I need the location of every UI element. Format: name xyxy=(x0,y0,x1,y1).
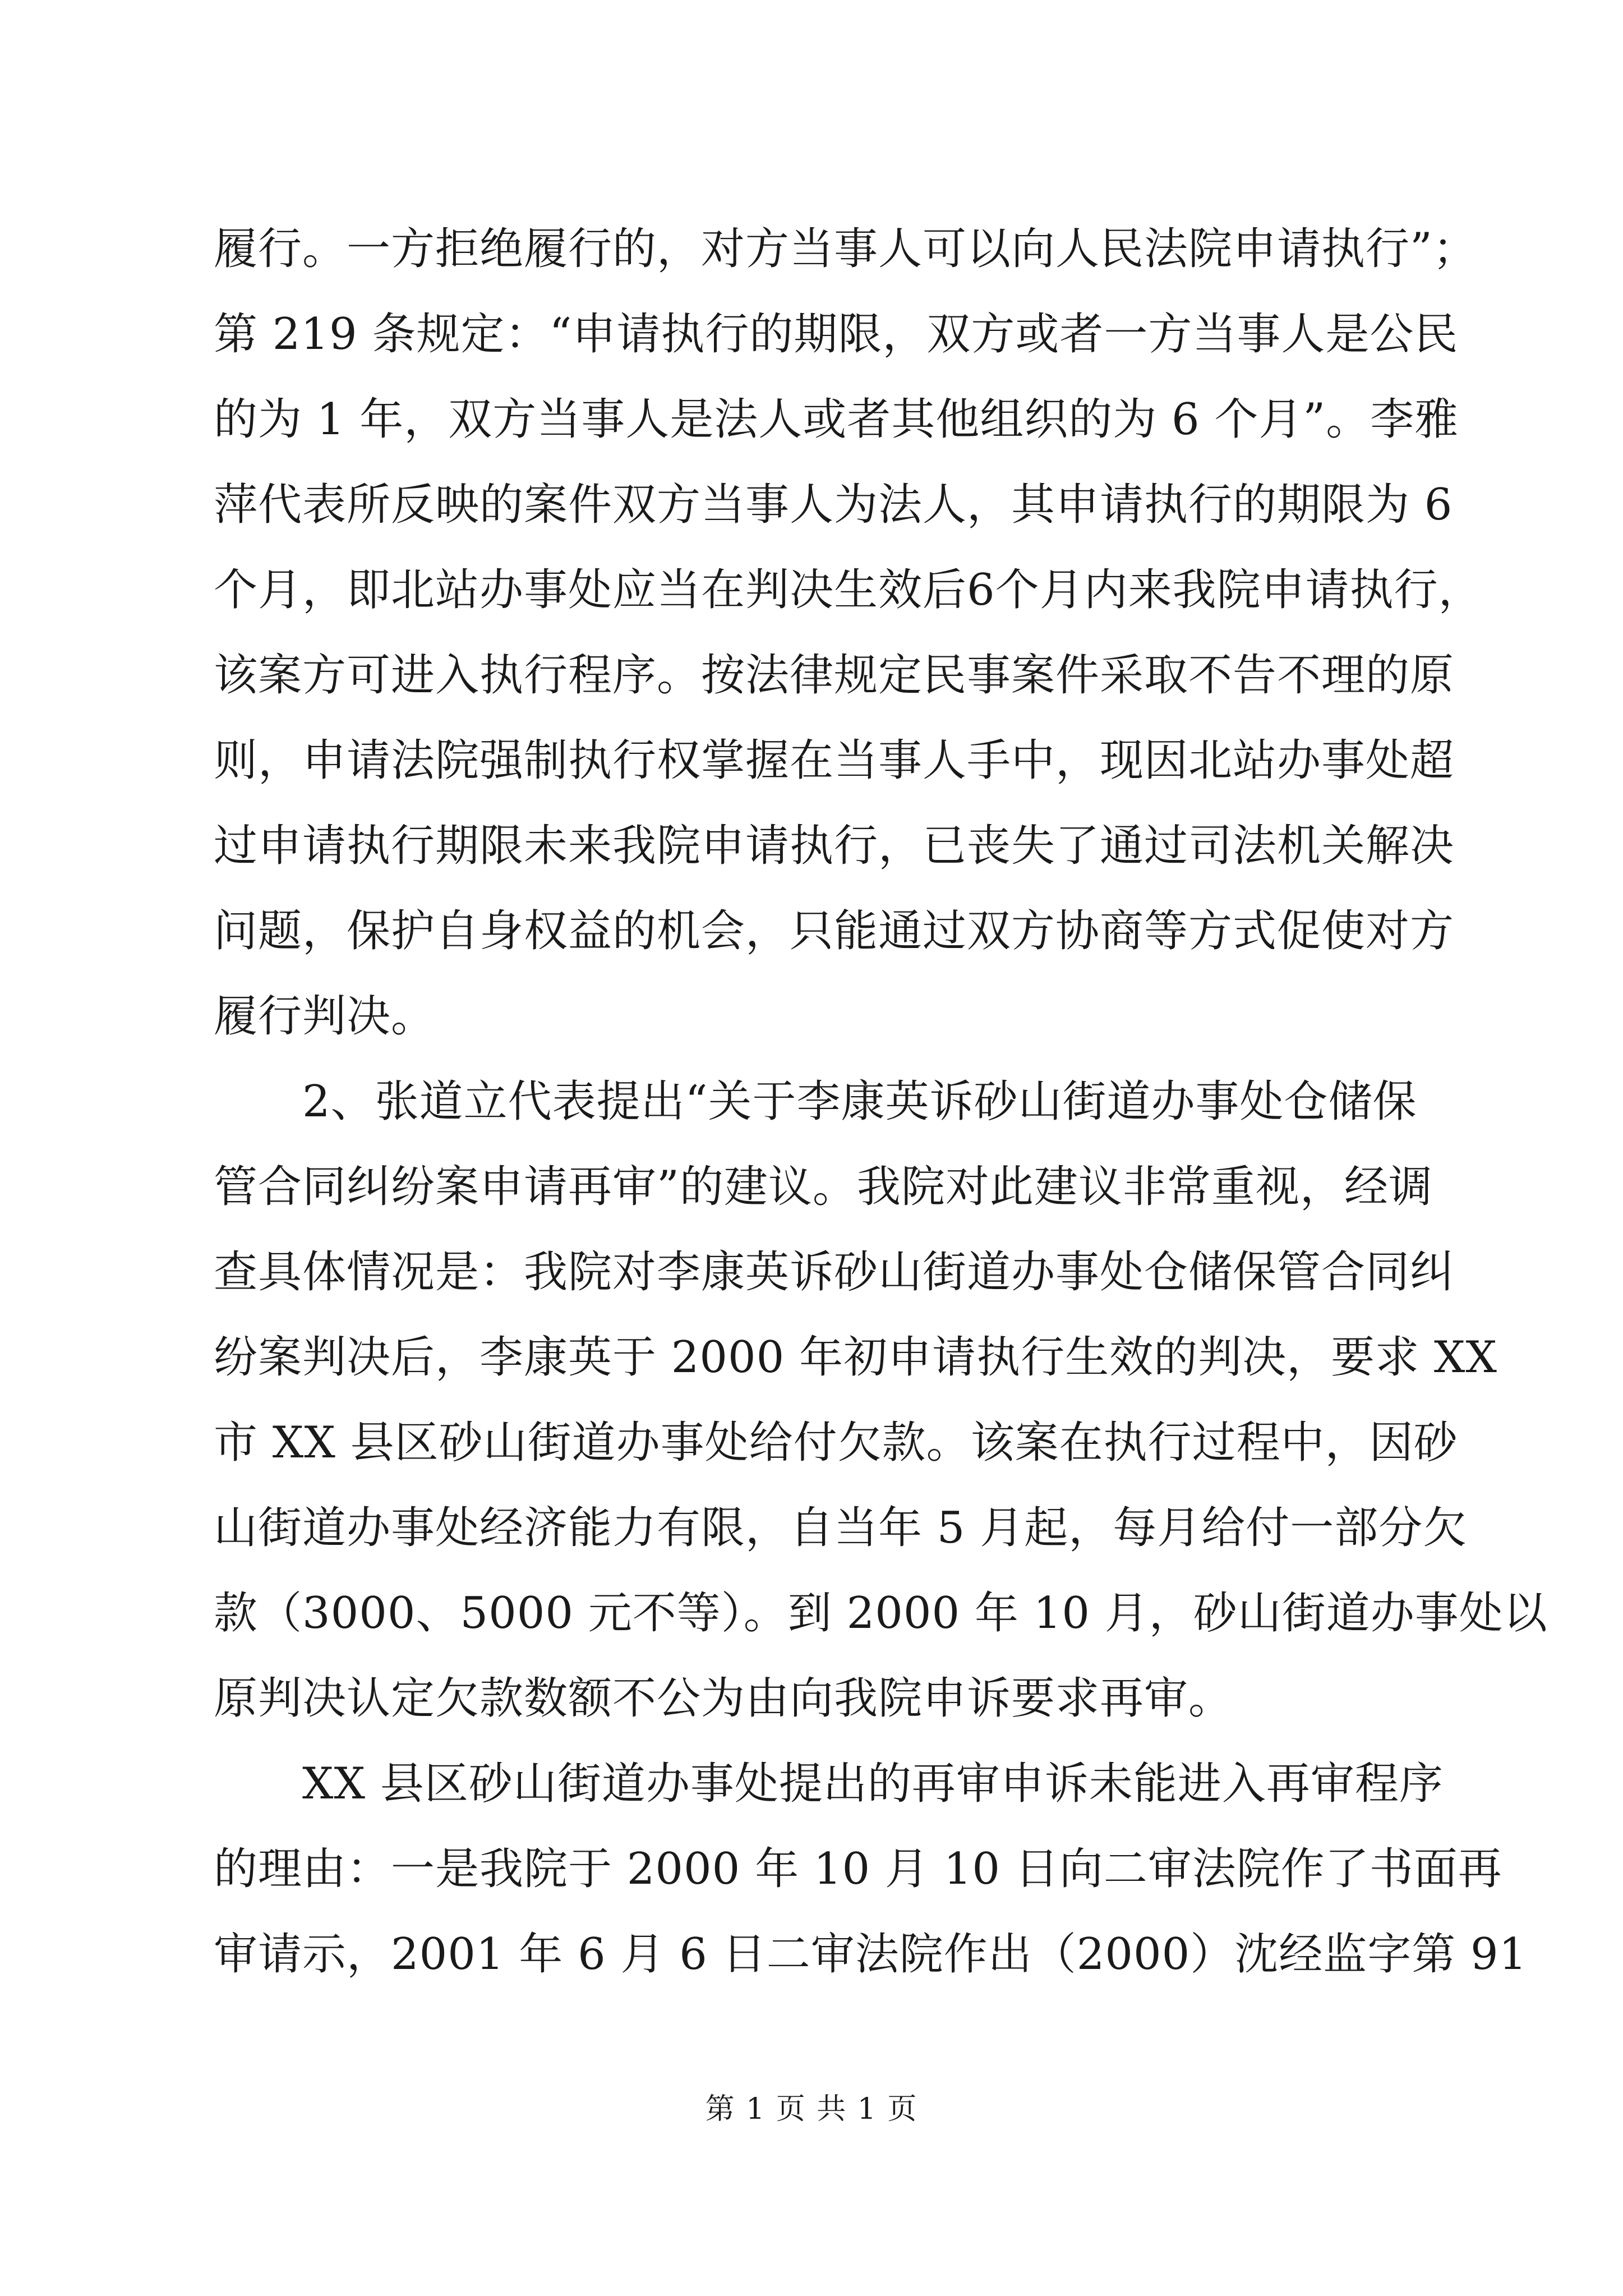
paragraph-2 xyxy=(214,1059,1548,1741)
text-line: 纷案判决后，李康英于 2000 年初申请执行生效的判决，要求 XX xyxy=(214,1332,1497,1383)
text-line: 第 219 条规定：“申请执行的期限，双方或者一方当事人是公民 xyxy=(214,309,1459,360)
text-line: 市 XX 县区砂山街道办事处给付欠款。该案在执行过程中，因砂 xyxy=(214,1418,1458,1468)
text-line: 该案方可进入执行程序。按法律规定民事案件采取不告不理的原 xyxy=(214,650,1455,701)
page-number-label: 第 1 页 共 1 页 xyxy=(705,2092,918,2126)
text-line: 则，申请法院强制执行权掌握在当事人手中，现因北站办事处超 xyxy=(214,735,1455,786)
text-line: 问题，保护自身权益的机会，只能通过双方协商等方式促使对方 xyxy=(214,906,1455,956)
text-line: 山街道办事处经济能力有限，自当年 5 月起，每月给付一部分欠 xyxy=(214,1503,1468,1553)
text-line: 查具体情况是：我院对李康英诉砂山街道办事处仓储保管合同纠 xyxy=(214,1247,1455,1297)
text-line: 审请示，2001 年 6 月 6 日二审法院作出（2000）沈经监字第 91 xyxy=(214,1929,1528,1980)
text-line: 的为 1 年，双方当事人是法人或者其他组织的为 6 个月”。李雅 xyxy=(214,394,1459,445)
text-line: 管合同纠纷案申请再审”的建议。我院对此建议非常重视，经调 xyxy=(214,1162,1433,1212)
text-line: 原判决认定欠款数额不公为由向我院申诉要求再审。 xyxy=(214,1673,1233,1724)
text-line: 过申请执行期限未来我院申请执行，已丧失了通过司法机关解决 xyxy=(214,821,1455,871)
text-line: XX 县区砂山街道办事处提出的再审申诉未能进入再审程序 xyxy=(302,1759,1444,1809)
text-line: 履行。一方拒绝履行的，对方当事人可以向人民法院申请执行”； xyxy=(214,224,1477,274)
text-line: 的理由：一是我院于 2000 年 10 月 10 日向二审法院作了书面再 xyxy=(214,1844,1502,1894)
text-line: 2、张道立代表提出“关于李康英诉砂山街道办事处仓储保 xyxy=(302,1076,1417,1127)
text-line: 萍代表所反映的案件双方当事人为法人，其申请执行的期限为 6 xyxy=(214,480,1453,530)
text-line: 个月，即北站办事处应当在判决生效后6个月内来我院申请执行， xyxy=(214,565,1483,615)
paragraph-3 xyxy=(214,1741,1528,1997)
text-line: 款（3000、5000 元不等）。到 2000 年 10 月，砂山街道办事处以 xyxy=(214,1588,1548,1639)
document-body xyxy=(214,206,1548,1997)
paragraph-1 xyxy=(214,206,1483,1059)
page-footer xyxy=(0,2090,1623,2129)
text-line: 履行判决。 xyxy=(214,991,436,1042)
